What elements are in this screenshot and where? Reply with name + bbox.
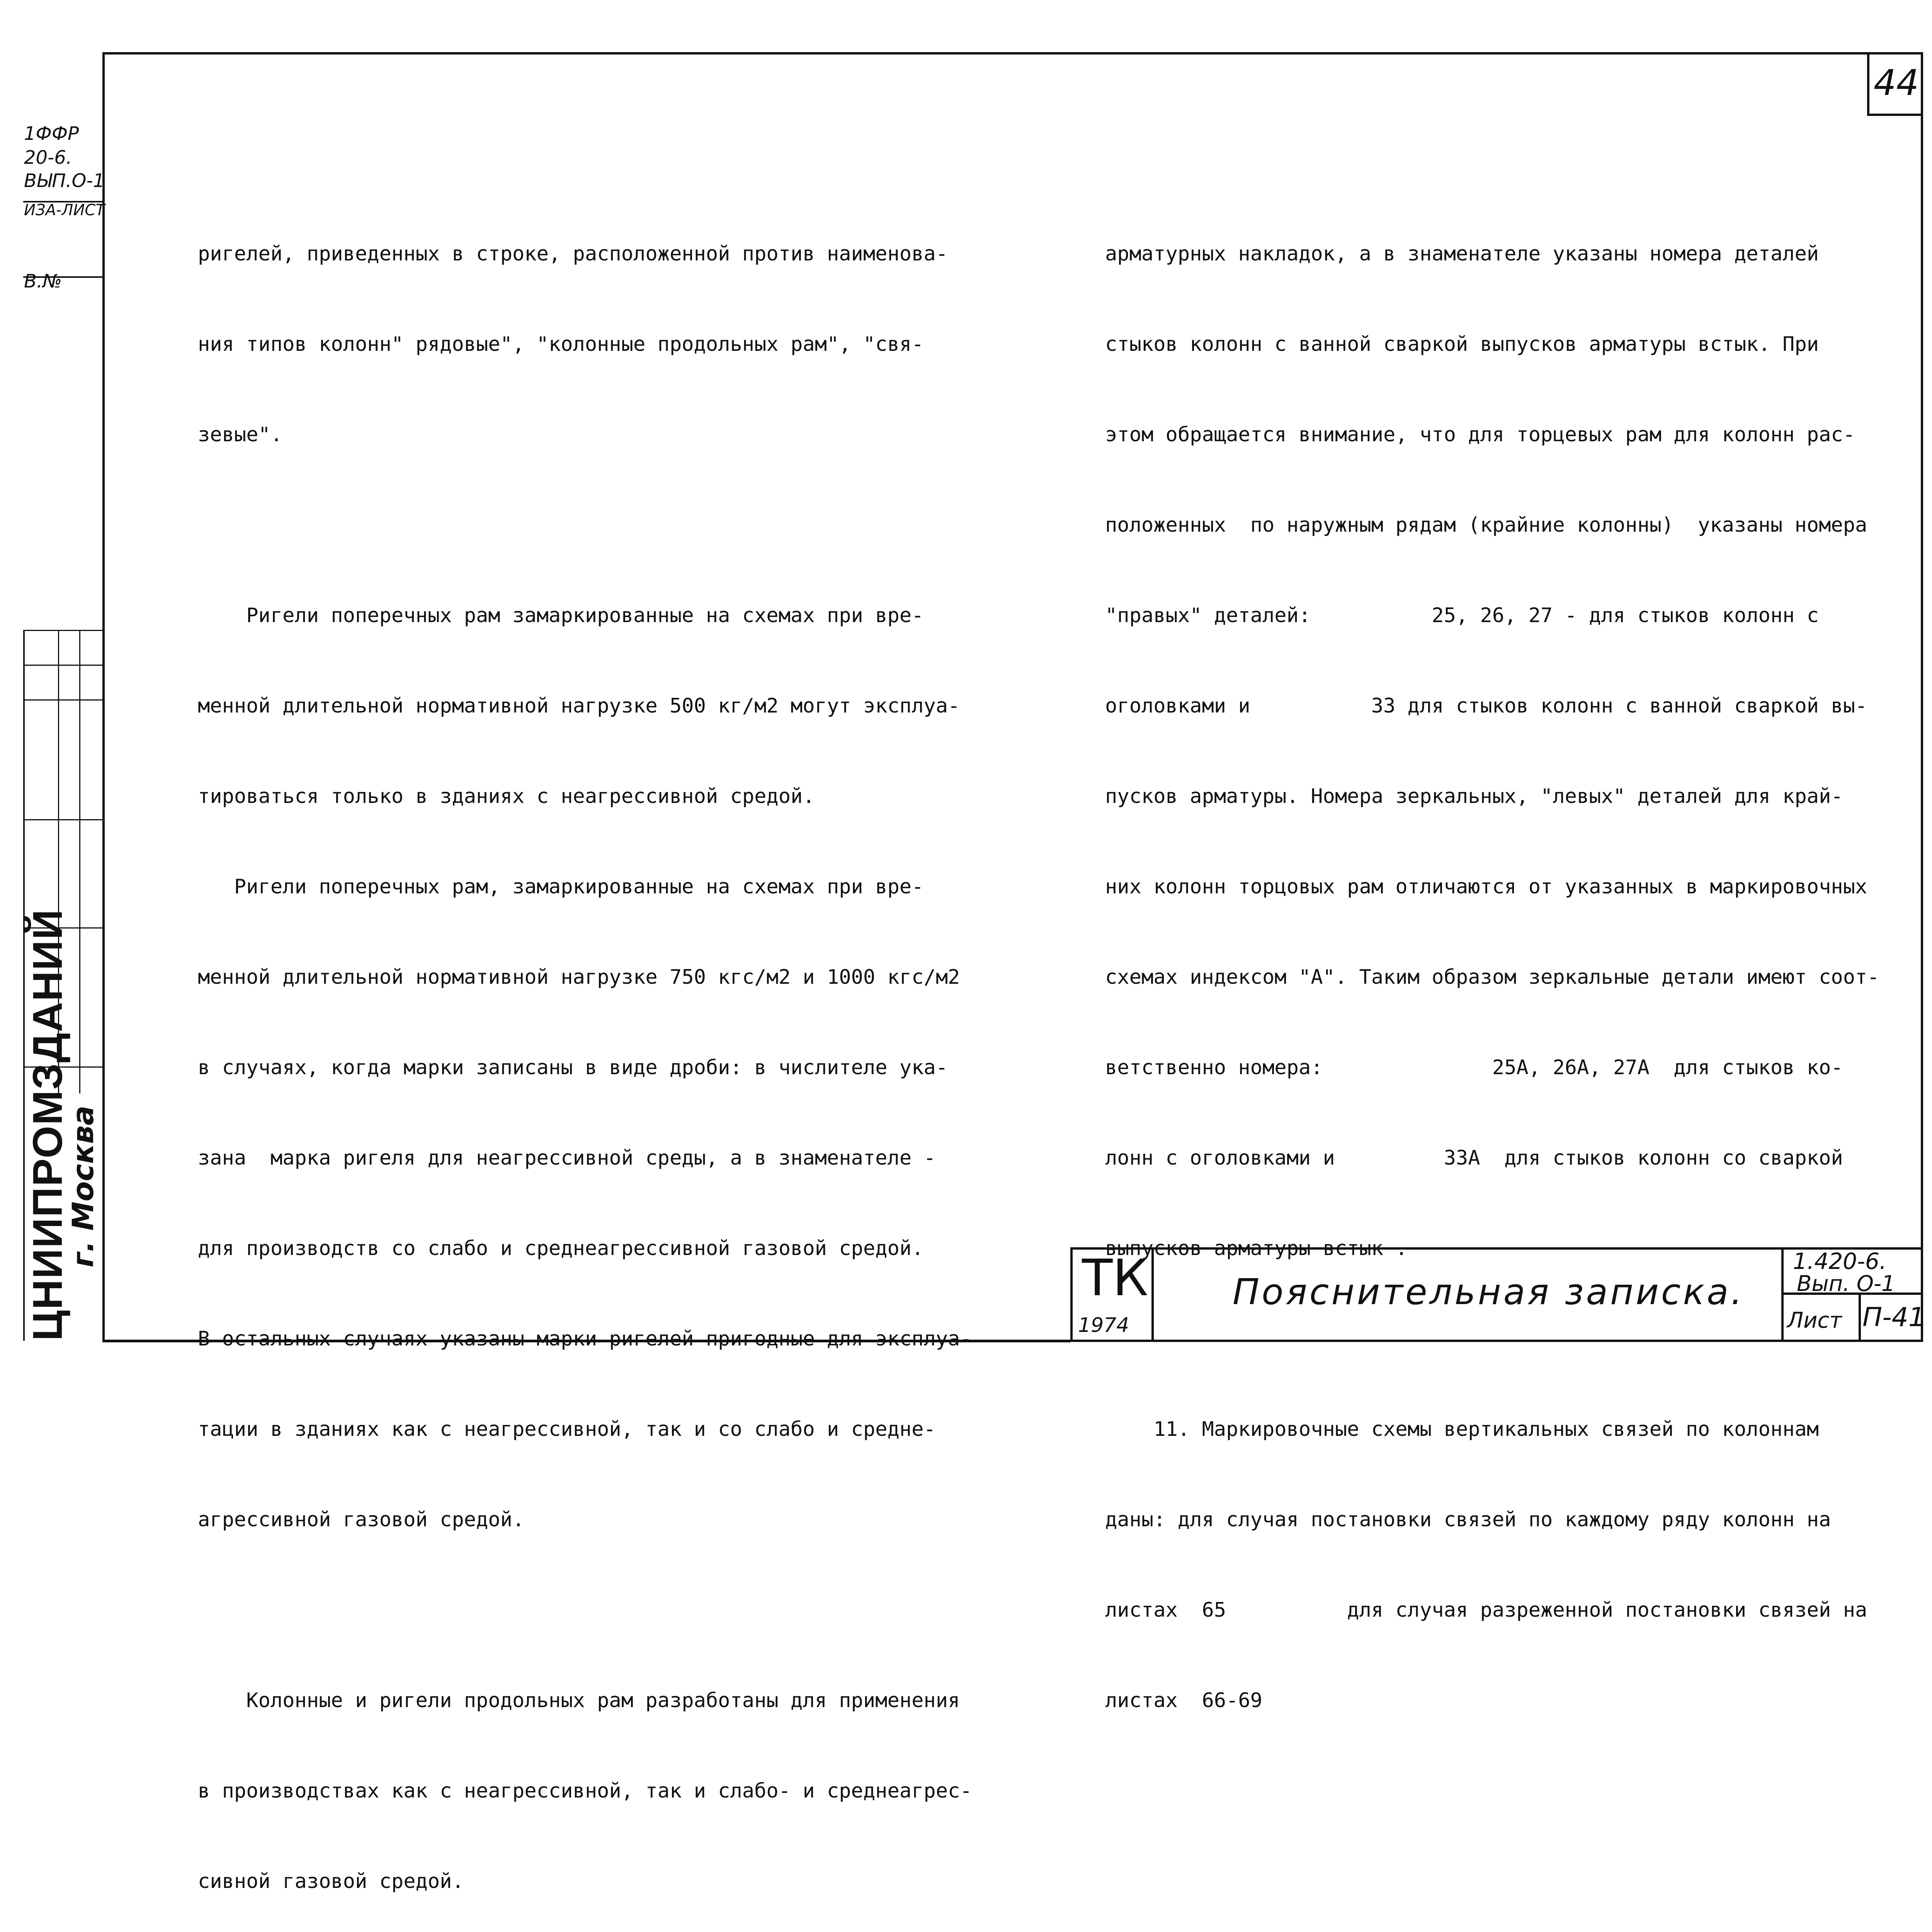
side-note: В.№ [24,270,62,292]
text-line: ригелей, приведенных в строке, расположенной против наименова- [198,242,948,265]
organization-city: г. Москва [66,1105,100,1267]
text-line: 11. Маркировочные схемы вертикальных связей по колоннам [1105,1418,1819,1441]
text-line: арматурных накладок, а в знаменателе указаны номера деталей [1105,242,1819,265]
side-note: 20-6. [24,147,72,168]
text-line: листах 66-69 [1105,1689,1262,1712]
year: 1974 [1078,1314,1129,1337]
page-number: 44 [1867,52,1923,116]
side-note: ВЫП.О-1 [24,170,105,192]
text-line [1105,1866,1879,1896]
text-line: агрессивной газовой средой. [198,1508,525,1531]
text-line: менной длительной нормативной нагрузке 750 кгс/м2 и 1000 кгс/м2 [198,966,960,989]
text-line: них колонн торцовых рам отличаются от указанных в маркировочных [1105,875,1867,898]
text-line: ветственно номера: 25А, 26А, 27А для стыков ко- [1105,1056,1843,1079]
text-line: В остальных случаях указаны марки ригелей пригодные для эксплуа- [198,1327,972,1350]
side-note: 1ФФР [24,123,79,145]
text-line: ния типов колонн" рядовые", "колонные продольных рам", "свя- [198,333,924,356]
document-title: Пояснительная записка. [1233,1271,1745,1313]
text-line: зевые". [198,423,283,446]
text-line: Ригели поперечных рам замаркированные на схемах при вре- [198,604,924,627]
title-block-divider [1859,1293,1861,1342]
text-line: для производств со слабо и среднеагрессивной газовой средой. [198,1237,924,1260]
text-line: "правых" деталей: 25, 26, 27 - для стыков колонн с [1105,604,1819,627]
issue-code: Вып. О-1 [1797,1271,1895,1296]
text-line: менной длительной нормативной нагрузке 500 кг/м2 могут эксплуа- [198,694,960,718]
text-line: даны: для случая постановки связей по каждому ряду колонн на [1105,1508,1831,1531]
title-block-divider [1151,1247,1154,1342]
margin-grid-h [23,630,102,631]
text-line: пусков арматуры. Номера зеркальных, "левых" деталей для край- [1105,785,1843,808]
text-line: листах 65 для случая разреженной постановки связей на [1105,1599,1867,1622]
text-line: тироваться только в зданиях с неагрессивной средой. [198,785,815,808]
margin-grid-h [23,699,102,701]
text-line: лонн с оголовками и 33А для стыков колонн со сваркой [1105,1146,1843,1170]
text-line: оголовками и 33 для стыков колонн с ванной сваркой вы- [1105,694,1867,718]
margin-grid-h [23,819,102,820]
series-code: 1.420-6. [1793,1248,1887,1274]
bottom-rule [102,1341,1070,1342]
text-line [198,510,972,540]
text-line: зана марка ригеля для неагрессивной среды, а в знаменателе - [198,1146,936,1170]
text-line: Ригели поперечных рам, замаркированные на схемах при вре- [198,875,924,898]
text-line: положенных по наружным рядам (крайние колонны) указаны номера [1105,514,1867,537]
margin-grid-h [23,665,102,666]
text-line: этом обращается внимание, что для торцевых рам для колонн рас- [1105,423,1855,446]
text-line [1105,1776,1879,1806]
left-text-column [198,179,972,1932]
text-line: сивной газовой средой. [198,1870,464,1893]
sheet-label: Лист [1787,1308,1842,1333]
text-line: тации в зданиях как с неагрессивной, так и со слабо и средне- [198,1418,936,1441]
side-note: ИЗА-ЛИСТ [24,201,105,219]
sheet-number: П-41 [1862,1302,1925,1333]
organization-stamp: ЦНИИПРОМЗДАНИЙ [24,908,71,1341]
text-line: в производствах как с неагрессивной, так и слабо- и среднеагрес- [198,1779,972,1803]
right-text-column [1105,179,1879,1932]
tk-mark: ТК [1082,1248,1148,1307]
text-line: схемах индексом "А". Таким образом зеркальные детали имеют соот- [1105,966,1879,989]
text-line: выпусков арматуры встык . [1105,1237,1408,1260]
text-line: стыков колонн с ванной сваркой выпусков арматуры встык. При [1105,333,1819,356]
text-line: в случаях, когда марки записаны в виде дроби: в числителе ука- [198,1056,948,1079]
text-line [198,1595,972,1625]
text-line: Колонные и ригели продольных рам разработаны для применения [198,1689,960,1712]
